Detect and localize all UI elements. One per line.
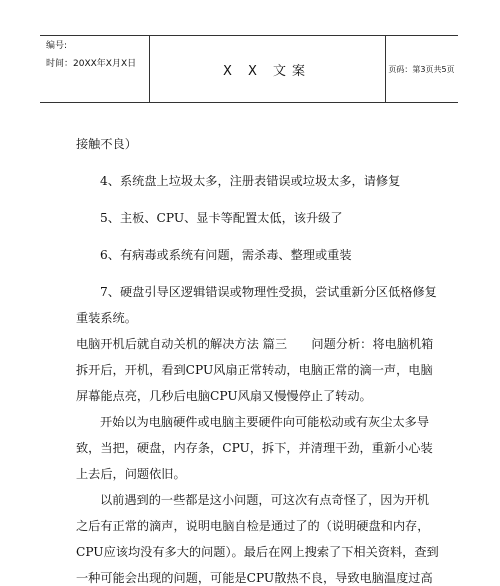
body-line: 屏幕能点亮，几秒后电脑CPU风扇又慢慢停止了转动。 <box>76 389 372 403</box>
page-number-label: 页码：第3页共5页 <box>388 64 455 74</box>
body-line: 5、主板、CPU、显卡等配置太低，该升级了 <box>100 211 343 225</box>
document-header <box>40 35 458 103</box>
body-line: 以前遇到的一些都是这小问题，可这次有点奇怪了，因为开机 <box>100 493 430 507</box>
header-meta-cell <box>40 36 150 102</box>
body-line: 4、系统盘上垃圾太多，注册表错误或垃圾太多，请修复 <box>100 174 401 188</box>
body-line: 接触不良） <box>76 137 137 151</box>
body-line: 拆开后，开机，看到CPU风扇正常转动，电脑正常的滴一声，电脑 <box>76 363 433 377</box>
header-title-cell <box>149 36 386 102</box>
body-line: 7、硬盘引导区逻辑错误或物理性受损，尝试重新分区低格修复 <box>100 285 437 299</box>
body-line: 致，当把，硬盘，内存条，CPU，拆下，并清理干劲，重新小心装 <box>76 441 433 455</box>
body-line: 6、有病毒或系统有问题，需杀毒、整理或重装 <box>100 248 352 262</box>
body-line: 上去后，问题依旧。 <box>76 467 186 481</box>
body-line: 电脑开机后就自动关机的解决方法 篇三 问题分析：将电脑机箱 <box>76 337 434 351</box>
document-title: X X 文案 <box>222 63 312 79</box>
document-time-label: 时间：20XX年X月X日 <box>46 59 137 69</box>
body-line: CPU应该均没有多大的问题）。最后在网上搜索了下相关资料，查到 <box>76 545 439 559</box>
body-line: 开始以为电脑硬件或电脑主要硬件向可能松动或有灰尘太多导 <box>100 415 430 429</box>
document-code-label: 编号: <box>46 41 68 51</box>
body-line: 一种可能会出现的问题，可能是CPU散热不良，导致电脑温度过高 <box>76 571 433 585</box>
header-page-cell <box>385 36 458 102</box>
body-line: 重装系统。 <box>76 311 137 325</box>
body-line: 之后有正常的滴声，说明电脑自检是通过了的（说明硬盘和内存， <box>76 519 430 533</box>
